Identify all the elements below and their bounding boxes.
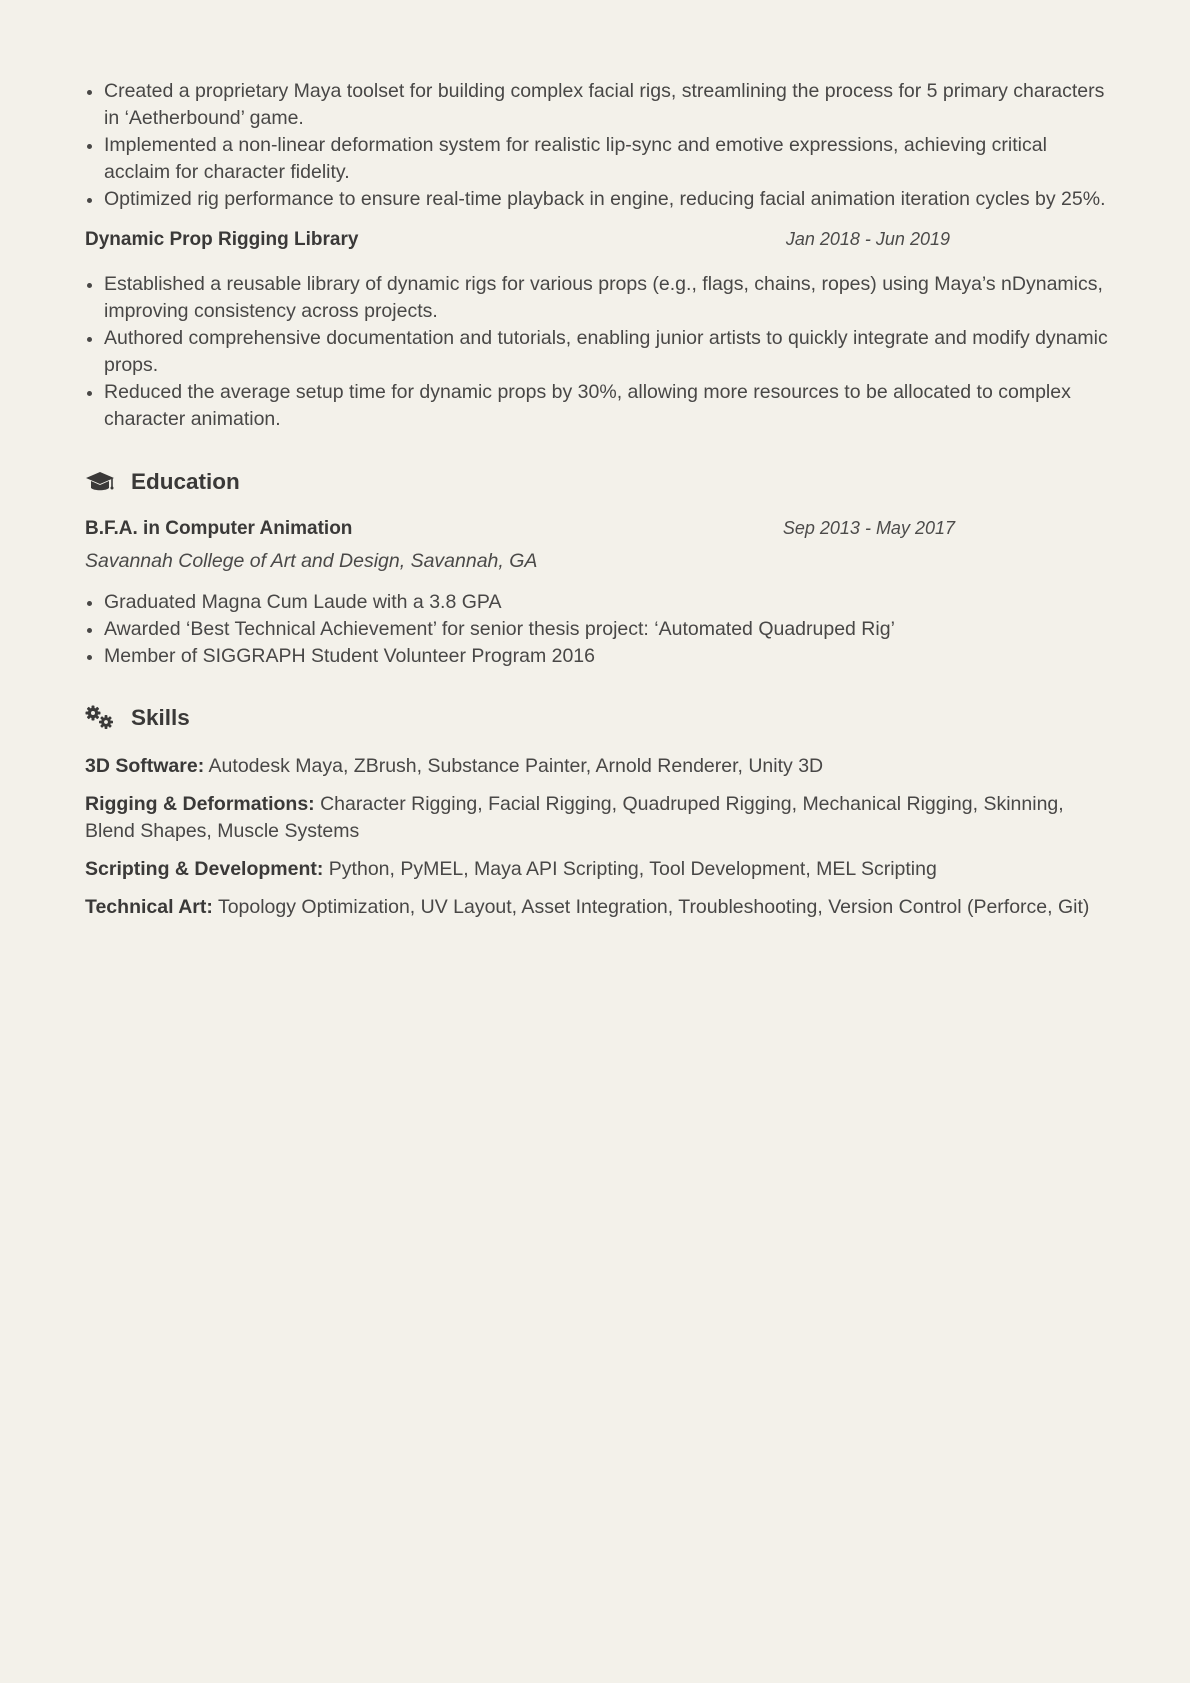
project-title: Dynamic Prop Rigging Library <box>85 229 359 250</box>
education-heading: Education <box>131 469 240 494</box>
education-bullet-list <box>85 589 1110 670</box>
skill-label: Rigging & Deformations: <box>85 793 315 815</box>
experience-bullet: Optimized rig performance to ensure real-time playback in engine, reducing facial animation iteration cycles by 25%. <box>85 186 1110 213</box>
skill-row <box>85 753 1110 780</box>
project-entry-header <box>85 227 1110 255</box>
skill-value: Topology Optimization, UV Layout, Asset Integration, Troubleshooting, Version Control (Perforce, Git) <box>217 896 1090 918</box>
skill-value: Autodesk Maya, ZBrush, Substance Painter, Arnold Renderer, Unity 3D <box>208 755 824 777</box>
skill-label: Technical Art: <box>85 896 213 918</box>
skills-heading: Skills <box>131 705 190 730</box>
project-bullet-list <box>85 271 1110 433</box>
degree-title: B.F.A. in Computer Animation <box>85 518 353 539</box>
education-bullet: Member of SIGGRAPH Student Volunteer Program 2016 <box>85 643 1110 670</box>
education-entry-header <box>85 516 1110 544</box>
experience-bullet: Implemented a non-linear deformation system for realistic lip-sync and emotive expressions, achieving critical acclaim for character fidelity. <box>85 132 1110 186</box>
gears-icon <box>85 704 117 732</box>
skill-label: Scripting & Development: <box>85 858 324 880</box>
skills-section-header <box>85 702 1110 734</box>
project-bullet: Established a reusable library of dynamic rigs for various props (e.g., flags, chains, ropes) using Maya’s nDynamics, improving consistency across projects. <box>85 271 1110 325</box>
education-bullet: Awarded ‘Best Technical Achievement’ for senior thesis project: ‘Automated Quadruped Rig’ <box>85 616 1110 643</box>
skill-row <box>85 791 1110 845</box>
skill-value: Python, PyMEL, Maya API Scripting, Tool Development, MEL Scripting <box>328 858 937 880</box>
graduation-cap-icon <box>85 468 117 496</box>
project-bullet: Reduced the average setup time for dynamic props by 30%, allowing more resources to be allocated to complex character animation. <box>85 379 1110 433</box>
skill-label: 3D Software: <box>85 755 205 777</box>
project-bullet: Authored comprehensive documentation and tutorials, enabling junior artists to quickly integrate and modify dynamic props. <box>85 325 1110 379</box>
skill-row <box>85 894 1110 921</box>
experience-bullet-list <box>85 78 1110 213</box>
skill-value: Character Rigging, Facial Rigging, Quadruped Rigging, Mechanical Rigging, Skinning, Blend Shapes, Muscle Systems <box>85 793 1064 842</box>
skill-row <box>85 856 1110 883</box>
school-name: Savannah College of Art and Design, Savannah, GA <box>85 550 538 572</box>
project-date: Jan 2018 - Jun 2019 <box>785 229 950 249</box>
education-bullet: Graduated Magna Cum Laude with a 3.8 GPA <box>85 589 1110 616</box>
education-date: Sep 2013 - May 2017 <box>782 518 955 538</box>
resume-content <box>85 78 1110 932</box>
education-section-header <box>85 466 1110 498</box>
experience-bullet: Created a proprietary Maya toolset for building complex facial rigs, streamlining the process for 5 primary characters in ‘Aetherbound’ game. <box>85 78 1110 132</box>
